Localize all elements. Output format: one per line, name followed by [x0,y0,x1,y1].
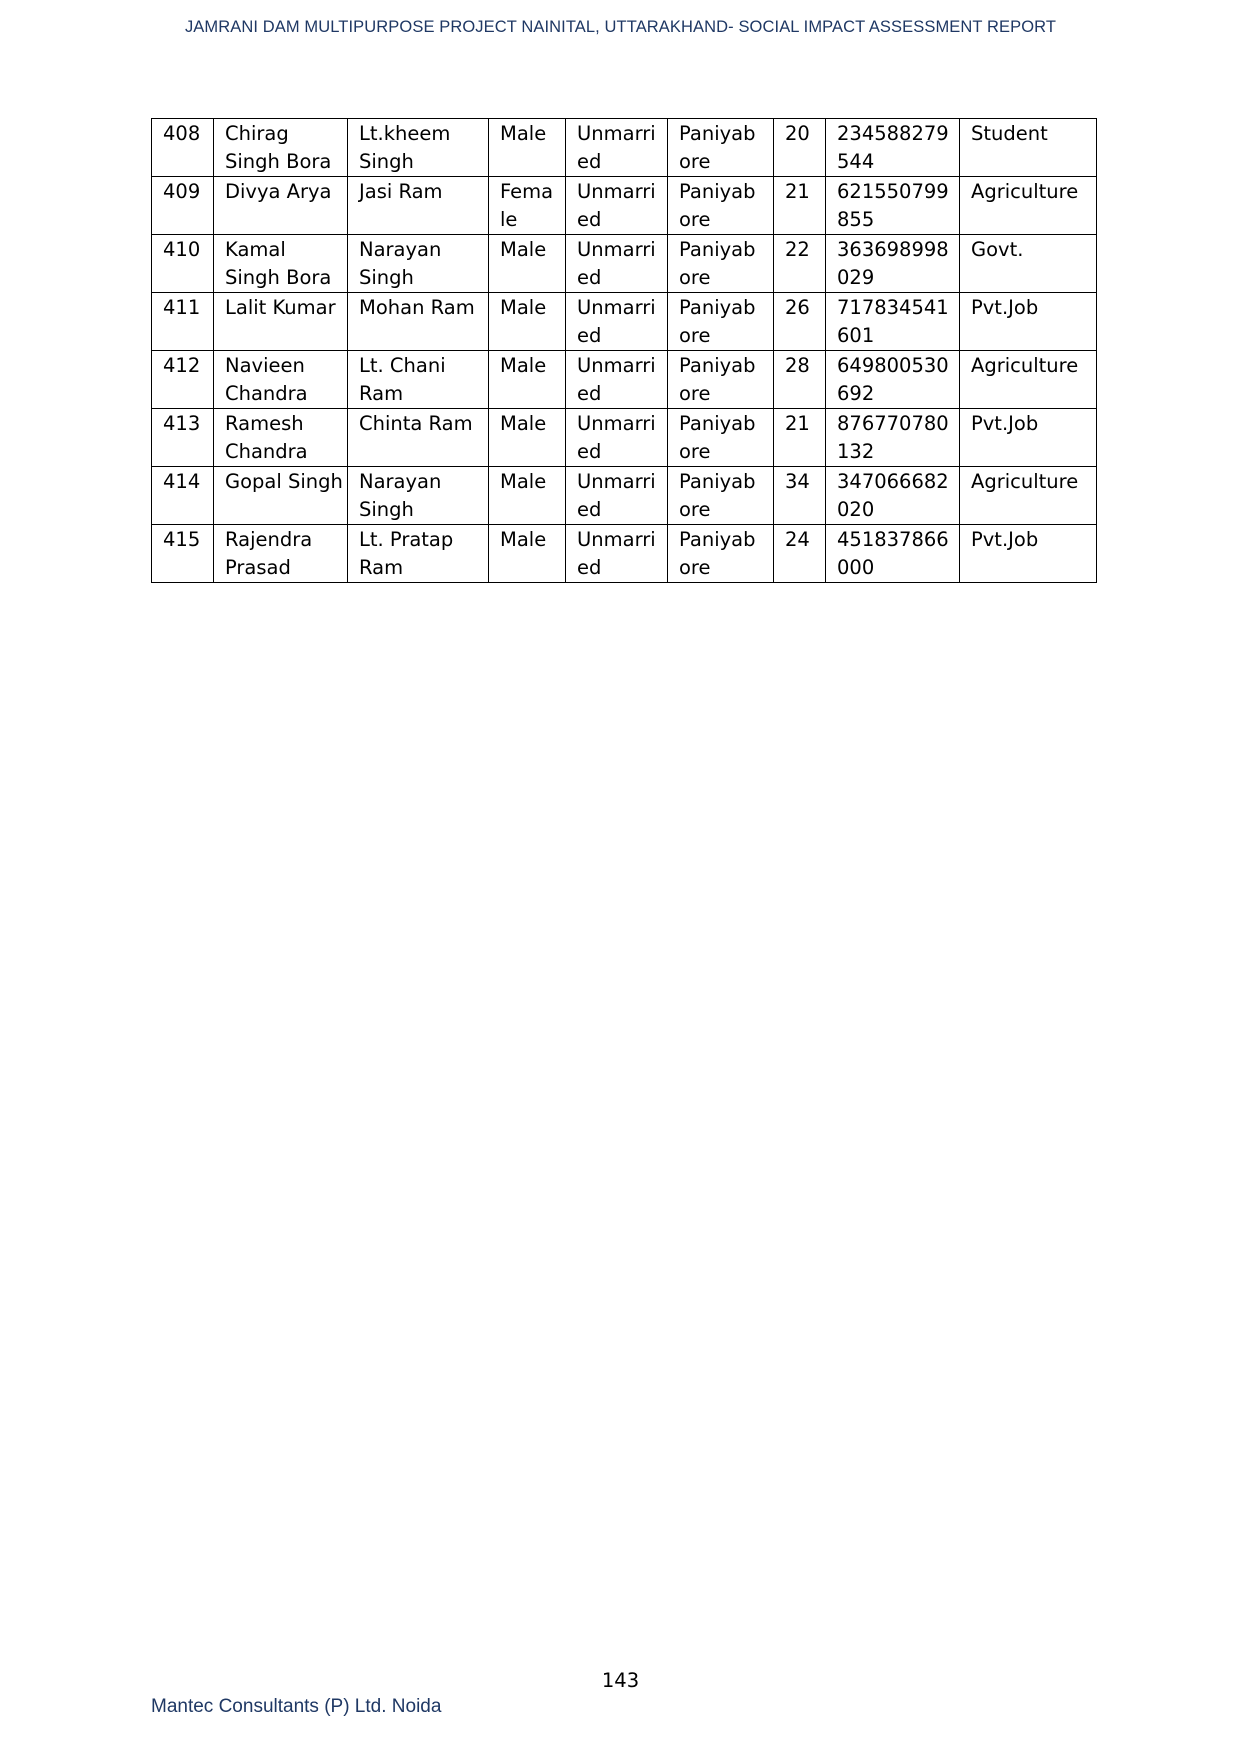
cell-text: 408 [163,122,201,145]
name-cell [214,235,348,293]
occupation-cell [960,119,1097,177]
cell-text: Singh [359,150,414,173]
cell-text: Lt. Pratap [359,528,454,551]
cell-text: Male [500,122,547,145]
marital-status-cell [566,293,668,351]
table-row [152,235,1097,293]
cell-text: ore [679,266,711,289]
cell-text: Singh [359,266,414,289]
cell-text: Male [500,470,547,493]
marital-status-cell [566,235,668,293]
age-cell [774,351,826,409]
cell-text: ed [577,382,602,405]
cell-text: Paniyab [679,354,756,377]
occupation-cell [960,293,1097,351]
respondent-table [151,118,1097,583]
aadhaar-number-cell [826,177,960,235]
cell-text: 347066682 [837,470,949,493]
father-name-cell [348,235,489,293]
father-name-cell [348,293,489,351]
village-cell [668,351,774,409]
cell-text: Paniyab [679,238,756,261]
village-cell [668,293,774,351]
cell-text: Ram [359,382,404,405]
cell-text: 020 [837,498,875,521]
serial-number-cell [152,235,214,293]
cell-text: 601 [837,324,875,347]
cell-text: le [500,208,518,231]
cell-text: ed [577,498,602,521]
occupation-cell [960,351,1097,409]
name-cell [214,177,348,235]
cell-text: ed [577,150,602,173]
cell-text: Agriculture [971,470,1079,493]
name-cell [214,119,348,177]
cell-text: Navieen [225,354,305,377]
cell-text: Paniyab [679,528,756,551]
cell-text: Unmarri [577,470,656,493]
cell-text: 21 [785,412,810,435]
cell-text: Chandra [225,440,308,463]
cell-text: 451837866 [837,528,949,551]
cell-text: Chinta Ram [359,412,473,435]
gender-cell [489,467,566,525]
cell-text: 363698998 [837,238,949,261]
cell-text: Chirag [225,122,289,145]
gender-cell [489,235,566,293]
cell-text: ed [577,556,602,579]
name-cell [214,467,348,525]
table-row [152,525,1097,583]
serial-number-cell [152,177,214,235]
cell-text: Singh [359,498,414,521]
cell-text: ed [577,208,602,231]
cell-text: Unmarri [577,238,656,261]
cell-text: Unmarri [577,354,656,377]
aadhaar-number-cell [826,351,960,409]
table-row [152,409,1097,467]
cell-text: 26 [785,296,810,319]
occupation-cell [960,409,1097,467]
aadhaar-number-cell [826,409,960,467]
aadhaar-number-cell [826,293,960,351]
cell-text: 855 [837,208,875,231]
cell-text: Govt. [971,238,1024,261]
cell-text: ed [577,266,602,289]
occupation-cell [960,467,1097,525]
father-name-cell [348,409,489,467]
village-cell [668,235,774,293]
cell-text: 24 [785,528,810,551]
cell-text: Unmarri [577,180,656,203]
cell-text: Pvt.Job [971,528,1039,551]
cell-text: ore [679,382,711,405]
cell-text: ed [577,324,602,347]
cell-text: 717834541 [837,296,949,319]
occupation-cell [960,177,1097,235]
cell-text: ore [679,150,711,173]
name-cell [214,351,348,409]
cell-text: Male [500,296,547,319]
age-cell [774,409,826,467]
father-name-cell [348,467,489,525]
cell-text: Gopal Singh [225,470,343,493]
cell-text: 22 [785,238,810,261]
serial-number-cell [152,409,214,467]
cell-text: 20 [785,122,810,145]
cell-text: Paniyab [679,180,756,203]
cell-text: 544 [837,150,875,173]
cell-text: ore [679,556,711,579]
cell-text: Male [500,238,547,261]
cell-text: 876770780 [837,412,949,435]
cell-text: 28 [785,354,810,377]
cell-text: ed [577,440,602,463]
village-cell [668,467,774,525]
cell-text: Divya Arya [225,180,332,203]
cell-text: Chandra [225,382,308,405]
cell-text: Agriculture [971,354,1079,377]
age-cell [774,235,826,293]
marital-status-cell [566,119,668,177]
marital-status-cell [566,409,668,467]
cell-text: ore [679,440,711,463]
cell-text: Prasad [225,556,291,579]
cell-text: 415 [163,528,201,551]
village-cell [668,409,774,467]
age-cell [774,293,826,351]
cell-text: 21 [785,180,810,203]
cell-text: Paniyab [679,412,756,435]
marital-status-cell [566,467,668,525]
cell-text: ore [679,208,711,231]
cell-text: Singh Bora [225,266,332,289]
cell-text: Ram [359,556,404,579]
father-name-cell [348,177,489,235]
cell-text: 413 [163,412,201,435]
cell-text: Jasi Ram [359,180,443,203]
table-row [152,177,1097,235]
cell-text: 621550799 [837,180,949,203]
age-cell [774,177,826,235]
cell-text: Male [500,354,547,377]
aadhaar-number-cell [826,467,960,525]
cell-text: Student [971,122,1048,145]
father-name-cell [348,351,489,409]
gender-cell [489,293,566,351]
respondent-table-body [152,119,1097,583]
cell-text: 649800530 [837,354,949,377]
cell-text: Fema [500,180,554,203]
aadhaar-number-cell [826,235,960,293]
cell-text: 410 [163,238,201,261]
age-cell [774,525,826,583]
table-row [152,119,1097,177]
cell-text: Unmarri [577,528,656,551]
cell-text: Paniyab [679,470,756,493]
page-number: 143 [601,1669,640,1692]
cell-text: Ramesh [225,412,304,435]
aadhaar-number-cell [826,525,960,583]
serial-number-cell [152,525,214,583]
cell-text: ore [679,498,711,521]
cell-text: Mohan Ram [359,296,475,319]
cell-text: 000 [837,556,875,579]
cell-text: 34 [785,470,810,493]
aadhaar-number-cell [826,119,960,177]
gender-cell [489,119,566,177]
serial-number-cell [152,467,214,525]
cell-text: 412 [163,354,201,377]
name-cell [214,293,348,351]
occupation-cell [960,235,1097,293]
marital-status-cell [566,177,668,235]
cell-text: Unmarri [577,122,656,145]
page-header-title: JAMRANI DAM MULTIPURPOSE PROJECT NAINITAL, UTTARAKHAND- SOCIAL IMPACT ASSESSMENT REPORT [184,18,1057,36]
village-cell [668,525,774,583]
cell-text: Pvt.Job [971,296,1039,319]
cell-text: 411 [163,296,201,319]
cell-text: Lalit Kumar [225,296,336,319]
name-cell [214,409,348,467]
age-cell [774,467,826,525]
marital-status-cell [566,525,668,583]
cell-text: Agriculture [971,180,1079,203]
cell-text: Male [500,412,547,435]
table-row [152,351,1097,409]
cell-text: ore [679,324,711,347]
name-cell [214,525,348,583]
village-cell [668,119,774,177]
gender-cell [489,177,566,235]
cell-text: Unmarri [577,412,656,435]
footer-company: Mantec Consultants (P) Ltd. Noida [151,1696,442,1717]
cell-text: Male [500,528,547,551]
serial-number-cell [152,351,214,409]
cell-text: 692 [837,382,875,405]
cell-text: 029 [837,266,875,289]
gender-cell [489,409,566,467]
cell-text: Kamal [225,238,286,261]
cell-text: 409 [163,180,201,203]
cell-text: 234588279 [837,122,949,145]
cell-text: Pvt.Job [971,412,1039,435]
cell-text: Rajendra [225,528,313,551]
cell-text: Narayan [359,238,442,261]
table-row [152,293,1097,351]
cell-text: Paniyab [679,122,756,145]
father-name-cell [348,119,489,177]
village-cell [668,177,774,235]
father-name-cell [348,525,489,583]
cell-text: 414 [163,470,201,493]
cell-text: Lt.kheem [359,122,451,145]
cell-text: Paniyab [679,296,756,319]
age-cell [774,119,826,177]
cell-text: Lt. Chani [359,354,446,377]
cell-text: Unmarri [577,296,656,319]
cell-text: Singh Bora [225,150,332,173]
cell-text: 132 [837,440,875,463]
marital-status-cell [566,351,668,409]
serial-number-cell [152,293,214,351]
occupation-cell [960,525,1097,583]
serial-number-cell [152,119,214,177]
cell-text: Narayan [359,470,442,493]
table-row [152,467,1097,525]
gender-cell [489,351,566,409]
gender-cell [489,525,566,583]
